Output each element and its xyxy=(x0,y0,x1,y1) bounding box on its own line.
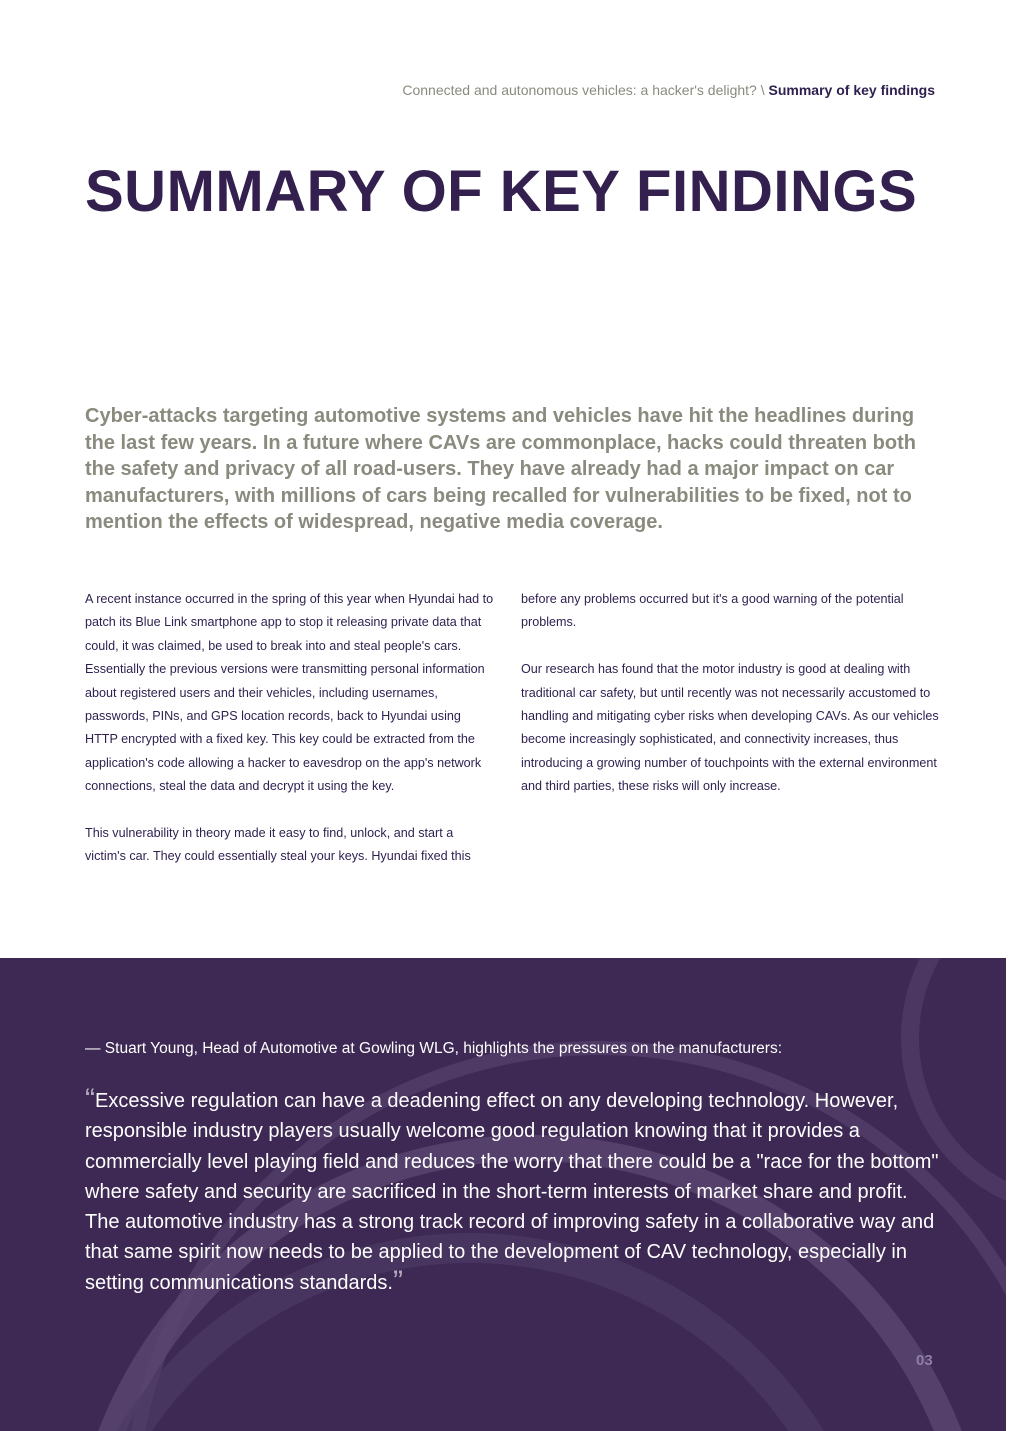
body-column-left xyxy=(85,588,497,892)
open-quote-mark: “ xyxy=(85,1083,95,1116)
body-paragraph: A recent instance occurred in the spring of this year when Hyundai had to patch its Blue Link smartphone app to stop it releasing private data that could, it was claimed, be used to break into and steal people's cars. Essentially the previous versions were transmitting personal information about registered users and their vehicles, including usernames, passwords, PINs, and GPS location records, back to Hyundai using HTTP encrypted with a fixed key. This key could be extracted from the application's code allowing a hacker to eavesdrop on the app's network connections, steal the data and decrypt it using the key. xyxy=(85,592,494,794)
body-paragraph: Our research has found that the motor industry is good at dealing with traditional car safety, but until recently was not necessarily accustomed to handling and mitigating cyber risks when developing CAVs. As our vehicles become increasingly sophisticated, and connectivity increases, thus introducing a growing number of touchpoints with the external environment and third parties, these risks will only increase. xyxy=(521,662,939,794)
body-column-right xyxy=(521,588,939,822)
breadcrumb-document-title: Connected and autonomous vehicles: a hacker's delight? xyxy=(402,82,757,98)
page-number: 03 xyxy=(916,1352,933,1369)
pull-quote xyxy=(85,1083,945,1298)
quote-attribution: — Stuart Young, Head of Automotive at Gowling WLG, highlights the pressures on the manufacturers: xyxy=(85,1040,783,1057)
breadcrumb-current-section: Summary of key findings xyxy=(768,82,935,98)
quote-panel xyxy=(0,958,1006,1431)
body-paragraph: This vulnerability in theory made it easy to find, unlock, and start a victim's car. They could essentially steal your keys. Hyundai fixed this xyxy=(85,826,471,864)
breadcrumb xyxy=(402,82,935,98)
page-title: SUMMARY OF KEY FINDINGS xyxy=(85,159,918,224)
pull-quote-text: Excessive regulation can have a deadening effect on any developing technology. However, responsible industry players usually welcome good regulation knowing that it provides a commercially level playing field and reduces the worry that there could be a "race for the bottom" where safety and security are sacrificed in the short-term interests of market share and profit. The automotive industry has a strong track record of improving safety in a collaborative way and that same spirit now needs to be applied to the development of CAV technology, especially in setting communications standards. xyxy=(85,1090,939,1294)
breadcrumb-separator: \ xyxy=(756,82,769,98)
body-paragraph: before any problems occurred but it's a good warning of the potential problems. xyxy=(521,592,904,630)
lead-paragraph: Cyber-attacks targeting automotive systems and vehicles have hit the headlines during the last few years. In a future where CAVs are commonplace, hacks could threaten both the safety and privacy of all road-users. They have already had a major impact on car manufacturers, with millions of cars being recalled for vulnerabilities to be fixed, not to mention the effects of widespread, negative media coverage. xyxy=(85,405,916,534)
close-quote-mark: ” xyxy=(392,1264,403,1298)
